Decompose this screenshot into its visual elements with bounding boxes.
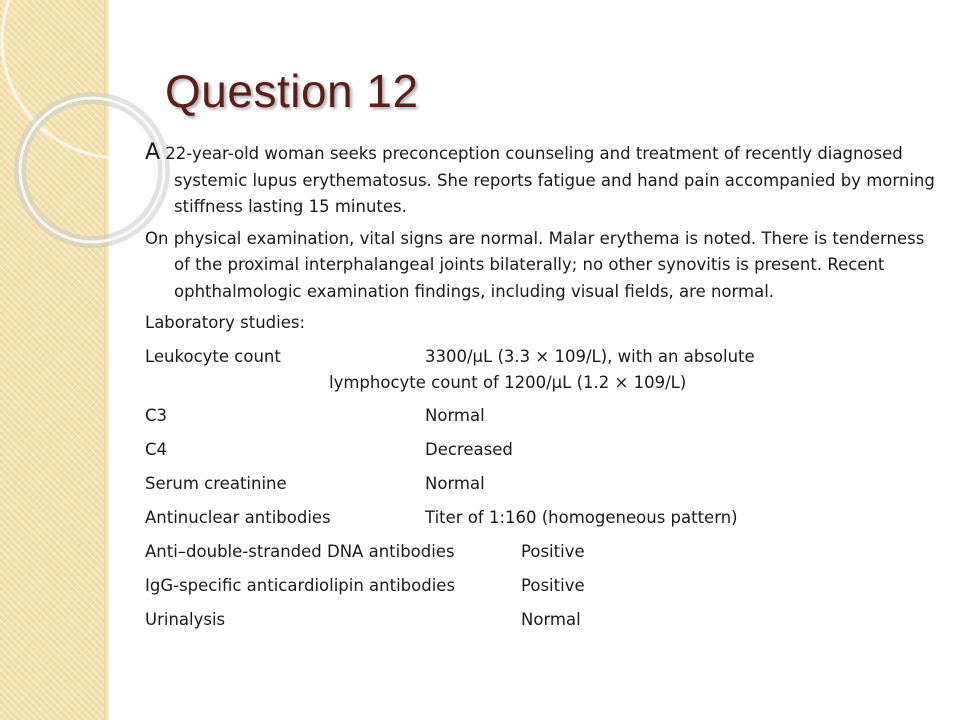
lab-row-dsdna bbox=[145, 539, 945, 565]
slide-title: Question 12 bbox=[165, 65, 419, 117]
lab-name: Leukocyte count bbox=[145, 346, 281, 366]
lab-row-creatinine bbox=[145, 471, 945, 497]
lab-value: Normal bbox=[425, 473, 485, 493]
lab-value: Normal bbox=[425, 405, 485, 425]
lab-name: Urinalysis bbox=[145, 609, 226, 629]
paragraph-1-text: 22-year-old woman seeks preconception counseling and treatment of recently diagnosed systemic lupus erythematosus. She reports fatigue and hand pain accompanied by morning stiffness lasting 15 minutes. bbox=[160, 144, 935, 216]
lab-value: Positive bbox=[521, 541, 585, 561]
lab-row-leukocyte bbox=[145, 344, 945, 396]
lab-row-anticardiolipin bbox=[145, 573, 945, 599]
lab-name: Serum creatinine bbox=[145, 473, 287, 493]
lab-value: Positive bbox=[521, 575, 585, 595]
lab-name: C4 bbox=[145, 439, 168, 459]
lab-row-c4 bbox=[145, 437, 945, 463]
case-paragraph-2: On physical examination, vital signs are normal. Malar erythema is noted. There is tenderness of the proximal interphalangeal joints bilaterally; no other synovitis is present. Recent ophthalmologic examination findings, including visual fields, are normal. bbox=[145, 228, 925, 301]
lab-value: Normal bbox=[521, 609, 581, 629]
lab-header: Laboratory studies: bbox=[145, 313, 306, 332]
lab-value-continuation: lymphocyte count of 1200/μL (1.2 × 109/L) bbox=[329, 372, 687, 392]
decor-circle-ring-highlight bbox=[20, 98, 164, 242]
case-paragraph-1 bbox=[145, 140, 945, 221]
lab-name: C3 bbox=[145, 405, 168, 425]
lab-name: Anti–double-stranded DNA antibodies bbox=[145, 541, 455, 561]
lab-name: Antinuclear antibodies bbox=[145, 507, 331, 527]
lab-value: Decreased bbox=[425, 439, 513, 459]
lab-value: Titer of 1:160 (homogeneous pattern) bbox=[425, 507, 738, 527]
paragraph-first-letter: A bbox=[145, 140, 161, 165]
slide-body bbox=[145, 140, 945, 641]
lab-row-ana bbox=[145, 505, 945, 531]
lab-row-urinalysis bbox=[145, 607, 945, 633]
lab-row-c3 bbox=[145, 403, 945, 429]
lab-name: IgG-specific anticardiolipin antibodies bbox=[145, 575, 456, 595]
lab-value: 3300/μL (3.3 × 109/L), with an absolute bbox=[425, 346, 755, 366]
